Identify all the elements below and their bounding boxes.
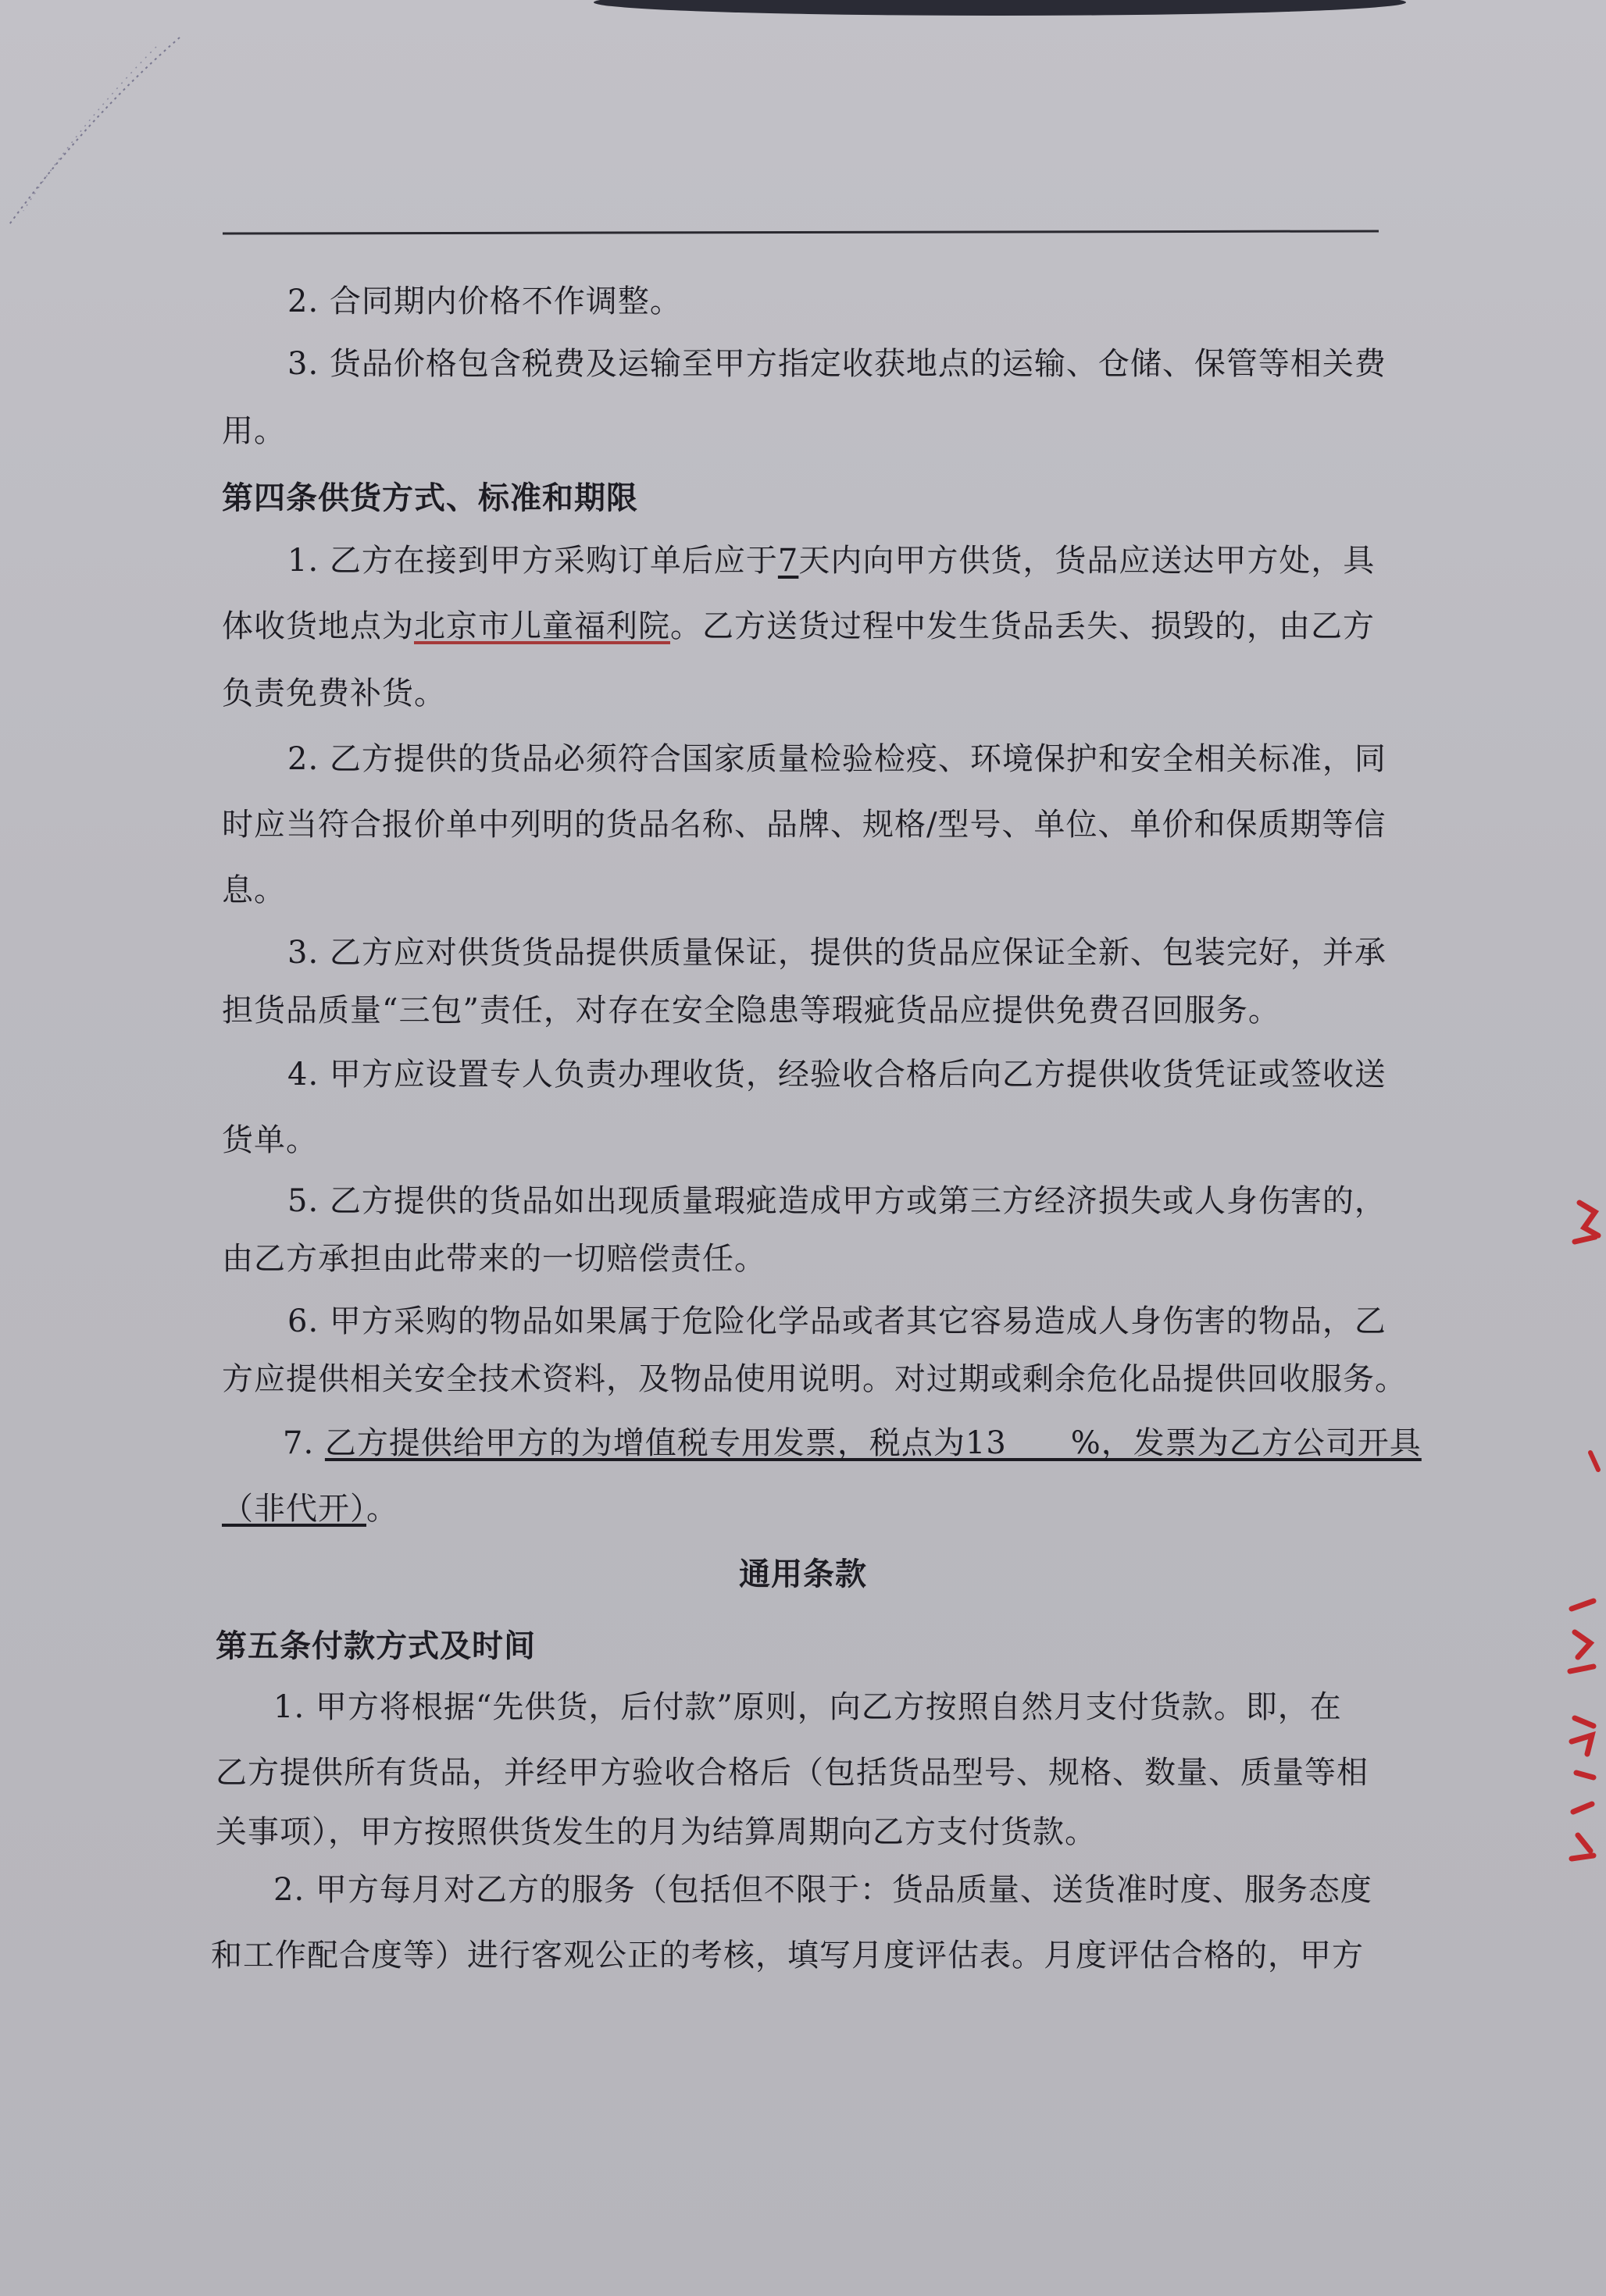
paper-scratch-mark: [0, 31, 187, 234]
clause-4-item-5-cont: 由乙方承担由此带来的一切赔偿责任。: [222, 1241, 766, 1277]
clause-4-item-1: [287, 540, 1375, 581]
clause-4-item-6-cont: 方应提供相关安全技术资料，及物品使用说明。对过期或剩余危化品提供回收服务。: [222, 1361, 1407, 1397]
clause-4-item-2-cont: 时应当符合报价单中列明的货品名称、品牌、规格/型号、单位、单价和保质期等信: [222, 807, 1387, 843]
clause-5-item-1: 1. 甲方将根据“先供货，后付款”原则，向乙方按照自然月支付货款。即，在: [273, 1689, 1342, 1725]
clause-4-item-7-number: 7.: [283, 1425, 325, 1461]
scan-edge-shadow: [594, 0, 1406, 16]
clause-5-item-2-cont: 和工作配合度等）进行客观公正的考核，填写月度评估表。月度评估合格的，甲方: [211, 1938, 1364, 1973]
clause-4-item-1-end: 负责免费补货。: [222, 676, 446, 711]
clause-4-item-2-end: 息。: [222, 872, 286, 908]
clause-5-item-1-cont: 乙方提供所有货品，并经甲方验收合格后（包括货品型号、规格、数量、质量等相: [216, 1755, 1369, 1791]
clause-4-item-1-cont: [222, 606, 1375, 647]
clause-3-item-2: 2. 合同期内价格不作调整。: [287, 283, 682, 319]
clause-4-item-2: 2. 乙方提供的货品必须符合国家质量检验检疫、环境保护和安全相关标准，同: [287, 741, 1387, 777]
clause-5-item-2: 2. 甲方每月对乙方的服务（包括但不限于：货品质量、送货准时度、服务态度: [273, 1872, 1372, 1908]
clause-4-item-3-cont: 担货品质量“三包”责任，对存在安全隐患等瑕疵货品应提供免费召回服务。: [222, 993, 1280, 1029]
clause-4-item-1-text-c: 。乙方送货过程中发生货品丢失、损毁的，由乙方: [670, 608, 1375, 644]
section-5-heading: 第五条付款方式及时间: [216, 1628, 536, 1664]
clause-3-item-3-cont: 用。: [222, 413, 286, 449]
delivery-location: 北京市儿童福利院: [414, 608, 670, 644]
clause-4-item-4: 4. 甲方应设置专人负责办理收货，经验收合格后向乙方提供收货凭证或签收送: [287, 1057, 1387, 1093]
clause-4-item-7: [283, 1423, 1422, 1464]
clause-4-item-1-text-b: 天内向甲方供货，货品应送达甲方处，具: [798, 543, 1376, 579]
clause-4-item-4-cont: 货单。: [222, 1122, 318, 1158]
delivery-days: 7: [777, 543, 799, 579]
clause-4-item-7-end: 。: [366, 1491, 398, 1527]
clause-4-item-6: 6. 甲方采购的物品如果属于危险化学品或者其它容易造成人身伤害的物品，乙: [287, 1303, 1387, 1339]
header-rule: [223, 230, 1379, 234]
clause-4-item-7-cont: [222, 1488, 398, 1529]
section-4-heading: 第四条供货方式、标准和期限: [222, 480, 638, 516]
clause-3-item-3: 3. 货品价格包含税费及运输至甲方指定收获地点的运输、仓储、保管等相关费: [287, 346, 1387, 382]
clause-4-item-5: 5. 乙方提供的货品如出现质量瑕疵造成甲方或第三方经济损失或人身伤害的，: [287, 1183, 1387, 1219]
general-terms-heading: 通用条款: [739, 1556, 867, 1592]
invoice-terms-cont: （非代开）: [222, 1491, 366, 1527]
red-seal-fragment: [1544, 1171, 1606, 1906]
delivery-location-label: 体收货地点为: [222, 608, 414, 644]
clause-4-item-3: 3. 乙方应对供货货品提供质量保证，提供的货品应保证全新、包装完好，并承: [287, 935, 1387, 971]
invoice-terms: 乙方提供给甲方的为增值税专用发票，税点为13 %，发票为乙方公司开具: [324, 1425, 1422, 1461]
clause-4-item-1-text: 1. 乙方在接到甲方采购订单后应于: [287, 543, 778, 579]
clause-5-item-1-end: 关事项），甲方按照供货发生的月为结算周期向乙方支付货款。: [216, 1814, 1097, 1850]
